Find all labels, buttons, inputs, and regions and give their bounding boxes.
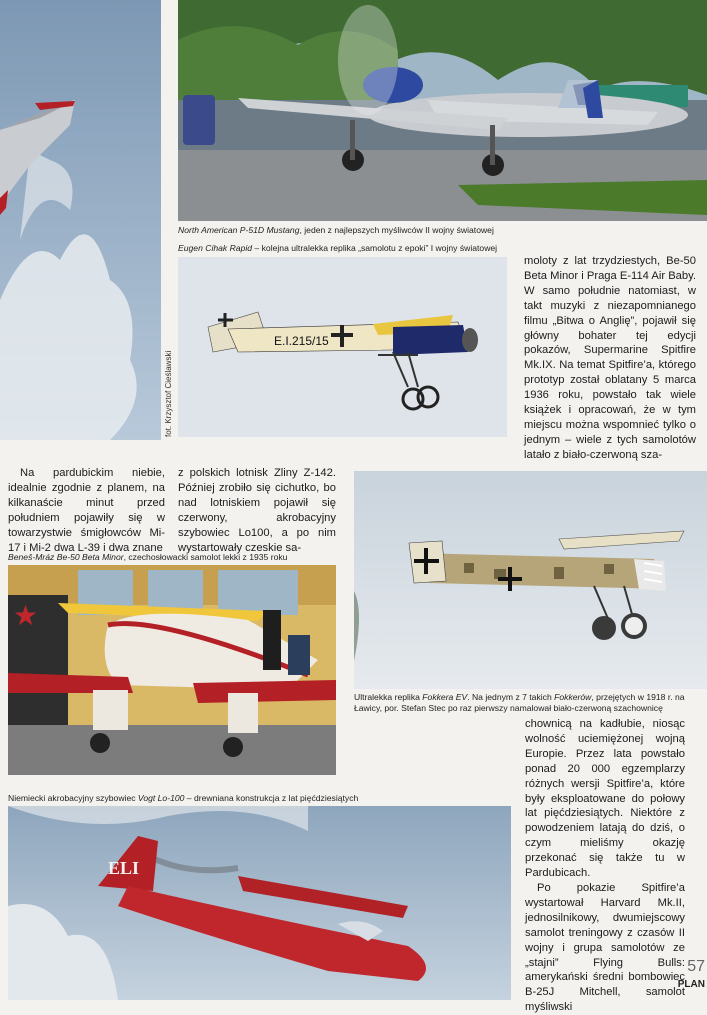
caption-benes-text: , czechosłowacki samolot lekki z 1935 roku [123, 552, 288, 562]
page-number: 57 [687, 958, 705, 975]
caption-mustang-name: North American P-51D Mustang [178, 225, 300, 235]
magazine-brand: PLAN [677, 979, 705, 990]
photo-benes-mraz [8, 565, 336, 775]
paragraph: Po pokazie Spitfire’a wystartował Harvard Mk.II, jednosilnikowy, dwumiejscowy samolot treningowy z czasów II wojny i grupa samolotów ze „stajni” Flying Bulls: amerykański średni bombowiec B-25J Mitchell, samolot myśliwski [525, 881, 685, 1014]
caption-fokker [354, 692, 694, 714]
photo-credit: fot. Krzysztof Cieślawski [164, 350, 173, 437]
article-text-left-mid [8, 466, 165, 555]
paragraph: z polskich lotnisk Zliny Z-142. Później zrobiło się cichutko, bo nad lotniskiem pojawił się czerwony, akrobacyjny szybowiec Lo100, a po nim wystartowały czeskie sa- [178, 467, 336, 554]
photo-jet-tail [0, 0, 161, 440]
caption-fokker-5: , przejętych w 1918 r. na Ławicy, por. Stefan Stec po raz pierwszy namalował biało-czerwoną szachownicę [354, 692, 685, 713]
caption-fokker-3: . Na jednym z 7 takich [467, 692, 555, 702]
caption-benes-name: Beneš-Mráz Be-50 Beta Minor [8, 552, 124, 562]
rapid-marking: E.I.215/15 [274, 334, 329, 348]
vogt-marking: ELI [108, 858, 140, 878]
paragraph: chownicą na kadłubie, niosąc wolność uciemiężonej wojną Europie. Przez lata powstało ponad 20 000 egzemplarzy różnych wersji Spitfire’a, które były eksploatowane do połowy lat pięćdziesiątych. Niektóre z powodzeniem latają do dziś, o czym mieliśmy okazję przekonać się także tu w Pardubicach. [525, 718, 685, 880]
caption-fokker-2: Fokkera EV [422, 692, 468, 702]
caption-vogt [8, 793, 358, 804]
caption-cihak-text: – kolejna ultralekka replika „samolotu z epoki” I wojny światowej [252, 243, 498, 253]
paragraph: Na pardubickim niebie, idealnie zgodnie z planem, na kilkanaście minut przed południem pojawiły się w towarzystwie śmigłowców Mi-17 i Mi-2 dwa L-39 i dwa znane [8, 467, 165, 554]
caption-vogt-2: Vogt Lo-100 [137, 793, 185, 803]
photo-vogt-lo100 [8, 806, 511, 1000]
caption-mustang-text: , jeden z najlepszych myśliwców II wojny światowej [299, 225, 494, 235]
svg-text:★: ★ [13, 600, 39, 631]
paragraph: moloty z lat trzydziestych, Be-50 Beta Minor i Praga E-114 Air Baby. W samo południe natomiast, w takt muzyki z niezapomnianego filmu „Bitwa o Anglię”, pojawił się główny bohater tej edycji pokazów, Supermarine Spitfire Mk.IX. Na temat Spitfire’a, którego prototyp został oblatany 5 marca 1936 roku, powstało tak wiele książek i opracowań, że w tym miejscu można wspomnieć tylko o jednym – wiele z tych samolotów latało z biało-czerwoną sza- [524, 255, 696, 461]
caption-vogt-3: – drewniana konstrukcja z lat pięćdziesiątych [184, 793, 359, 803]
article-text-right-bottom [525, 717, 685, 1015]
article-text-right-top [524, 254, 696, 463]
caption-mustang [178, 225, 494, 236]
article-text-mid-mid [178, 466, 336, 555]
caption-fokker-4: Fokkerów [554, 692, 592, 702]
photo-cihak-rapid [178, 257, 507, 437]
caption-fokker-1: Ultralekka replika [354, 692, 423, 702]
photo-mustang [178, 0, 707, 221]
caption-vogt-1: Niemiecki akrobacyjny szybowiec [8, 793, 138, 803]
caption-cihak [178, 243, 497, 254]
caption-cihak-name: Eugen Cihak Rapid [178, 243, 253, 253]
photo-fokker-ev [354, 471, 707, 689]
